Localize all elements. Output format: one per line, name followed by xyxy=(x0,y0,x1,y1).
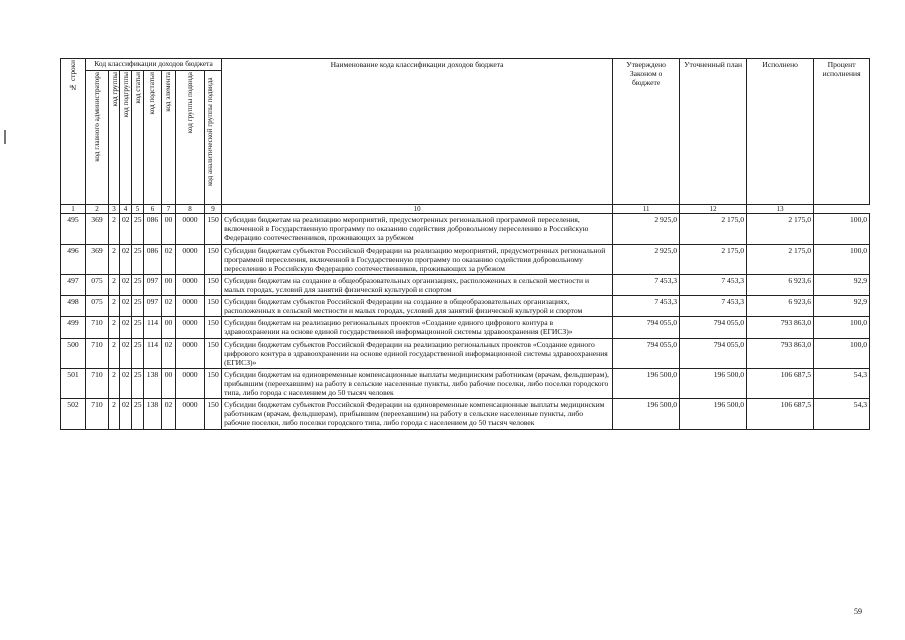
code-element-cell: 00 xyxy=(162,214,176,244)
header-row-top xyxy=(61,59,870,71)
code-article-cell: 25 xyxy=(132,244,144,274)
code-article-cell: 25 xyxy=(132,214,144,244)
code-admin-cell: 710 xyxy=(86,368,109,398)
executed-amount-cell: 106 687,5 xyxy=(747,399,814,429)
header-code-group-col: код группы xyxy=(109,70,120,204)
col-number: 4 xyxy=(120,204,132,213)
code-element-cell: 00 xyxy=(162,368,176,398)
approved-amount-cell: 794 055,0 xyxy=(613,338,680,368)
code-element-cell: 02 xyxy=(162,244,176,274)
code-subgroup-cell: 02 xyxy=(120,399,132,429)
execution-percent-cell: 92,9 xyxy=(814,296,870,317)
code-subarticle-cell: 097 xyxy=(144,296,162,317)
row-number-cell: 500 xyxy=(61,338,86,368)
execution-percent-cell: 100,0 xyxy=(814,338,870,368)
code-subtype-group-cell: 0000 xyxy=(176,338,205,368)
table-row xyxy=(61,214,870,244)
executed-amount-cell: 2 175,0 xyxy=(747,244,814,274)
column-number-row xyxy=(61,204,870,213)
code-subgroup-cell: 02 xyxy=(120,214,132,244)
refined-amount-cell: 794 055,0 xyxy=(680,338,747,368)
executed-amount-cell: 793 863,0 xyxy=(747,317,814,338)
execution-percent-cell: 100,0 xyxy=(814,244,870,274)
table-row xyxy=(61,338,870,368)
revenue-name-cell: Субсидии бюджетам субъектов Российской Федерации на создание в общеобразовательных организациях, расположенных в сельской местности и малых городах, условий для занятий физической культурой и спортом xyxy=(222,296,613,317)
code-analytic-group-cell: 150 xyxy=(205,244,222,274)
code-analytic-group-cell: 150 xyxy=(205,399,222,429)
code-subtype-group-cell: 0000 xyxy=(176,296,205,317)
col-number: 2 xyxy=(86,204,109,213)
col-number: 7 xyxy=(162,204,176,213)
execution-percent-cell: 100,0 xyxy=(814,214,870,244)
row-number-cell: 495 xyxy=(61,214,86,244)
approved-amount-cell: 2 925,0 xyxy=(613,244,680,274)
code-group-cell: 2 xyxy=(109,296,120,317)
refined-amount-cell: 2 175,0 xyxy=(680,244,747,274)
table-row xyxy=(61,296,870,317)
refined-amount-cell: 7 453,3 xyxy=(680,274,747,295)
revenue-name-cell: Субсидии бюджетам на реализацию региональных проектов «Создание единого цифрового контура в здравоохранении на основе единой государственной информационной системы здравоохранения (ЕГИСЗ)» xyxy=(222,317,613,338)
execution-percent-cell: 92,9 xyxy=(814,274,870,295)
code-subtype-group-cell: 0000 xyxy=(176,244,205,274)
approved-amount-cell: 7 453,3 xyxy=(613,296,680,317)
code-subgroup-cell: 02 xyxy=(120,274,132,295)
code-subgroup-cell: 02 xyxy=(120,368,132,398)
header-code-admin: код главного администратора xyxy=(86,70,109,204)
row-number-cell: 497 xyxy=(61,274,86,295)
code-analytic-group-cell: 150 xyxy=(205,368,222,398)
budget-revenue-table xyxy=(60,58,870,430)
header-executed: Исполнено xyxy=(747,59,814,205)
row-number-cell: 502 xyxy=(61,399,86,429)
code-element-cell: 02 xyxy=(162,399,176,429)
code-group-cell: 2 xyxy=(109,214,120,244)
code-article-cell: 25 xyxy=(132,274,144,295)
refined-amount-cell: 196 500,0 xyxy=(680,399,747,429)
row-number-cell: 498 xyxy=(61,296,86,317)
execution-percent-cell: 100,0 xyxy=(814,317,870,338)
code-subtype-group-cell: 0000 xyxy=(176,399,205,429)
code-admin-cell: 710 xyxy=(86,399,109,429)
header-percent: Процент исполнения xyxy=(814,59,870,205)
code-admin-cell: 075 xyxy=(86,296,109,317)
code-admin-cell: 710 xyxy=(86,338,109,368)
table-row xyxy=(61,368,870,398)
row-number-cell: 501 xyxy=(61,368,86,398)
revenue-name-cell: Субсидии бюджетам субъектов Российской Федерации на единовременные компенсационные выплаты медицинским работникам (врачам, фельдшерам), прибывшим (переехавшим) на работу в сельские населенные пункты, либо рабочие поселки, либо поселки городского типа, либо города с населением до 50 тысяч человек xyxy=(222,399,613,429)
code-subarticle-cell: 086 xyxy=(144,214,162,244)
revenue-name-cell: Субсидии бюджетам на единовременные компенсационные выплаты медицинским работникам (врачам, фельдшерам), прибывшим (переехавшим) на работу в сельские населенные пункты, либо рабочие поселки, либо поселки городского типа, либо города с населением до 50 тысяч человек xyxy=(222,368,613,398)
table-row xyxy=(61,274,870,295)
executed-amount-cell: 2 175,0 xyxy=(747,214,814,244)
code-element-cell: 02 xyxy=(162,338,176,368)
code-analytic-group-cell: 150 xyxy=(205,274,222,295)
code-group-cell: 2 xyxy=(109,244,120,274)
code-group-cell: 2 xyxy=(109,338,120,368)
code-subarticle-cell: 097 xyxy=(144,274,162,295)
executed-amount-cell: 106 687,5 xyxy=(747,368,814,398)
code-article-cell: 25 xyxy=(132,399,144,429)
code-subarticle-cell: 086 xyxy=(144,244,162,274)
code-analytic-group-cell: 150 xyxy=(205,296,222,317)
revenue-name-cell: Субсидии бюджетам субъектов Российской Федерации на реализацию мероприятий, предусмотренных региональной программой переселения, включенной в Государственную программу по оказанию содействия добровольному переселению в Российскую Федерацию соотечественников, проживающих за рубежом xyxy=(222,244,613,274)
table-row xyxy=(61,317,870,338)
code-subtype-group-cell: 0000 xyxy=(176,214,205,244)
code-element-cell: 00 xyxy=(162,317,176,338)
scan-margin-mark xyxy=(4,130,6,144)
refined-amount-cell: 7 453,3 xyxy=(680,296,747,317)
executed-amount-cell: 6 923,6 xyxy=(747,274,814,295)
revenue-name-cell: Субсидии бюджетам на создание в общеобразовательных организациях, расположенных в сельской местности и малых городах, условий для занятий физической культурой и спортом xyxy=(222,274,613,295)
code-element-cell: 02 xyxy=(162,296,176,317)
code-admin-cell: 369 xyxy=(86,214,109,244)
execution-percent-cell: 54,3 xyxy=(814,368,870,398)
header-refined: Уточненный план xyxy=(680,59,747,205)
revenue-name-cell: Субсидии бюджетам на реализацию мероприятий, предусмотренных региональной программой переселения, включенной в Государственную программу по оказанию содействия добровольному переселению в Российскую Федерацию соотечественников, проживающих за рубежом xyxy=(222,214,613,244)
approved-amount-cell: 196 500,0 xyxy=(613,399,680,429)
approved-amount-cell: 196 500,0 xyxy=(613,368,680,398)
approved-amount-cell: 2 925,0 xyxy=(613,214,680,244)
row-number-cell: 496 xyxy=(61,244,86,274)
col-number: 8 xyxy=(176,204,205,213)
code-subarticle-cell: 114 xyxy=(144,317,162,338)
header-row-number: № строки xyxy=(61,59,86,205)
table-row xyxy=(61,399,870,429)
header-code-article: код статьи xyxy=(132,70,144,204)
code-subgroup-cell: 02 xyxy=(120,338,132,368)
code-article-cell: 25 xyxy=(132,317,144,338)
refined-amount-cell: 2 175,0 xyxy=(680,214,747,244)
header-code-subarticle: код подстатьи xyxy=(144,70,162,204)
col-number: 10 xyxy=(222,204,613,213)
executed-amount-cell: 793 863,0 xyxy=(747,338,814,368)
code-article-cell: 25 xyxy=(132,296,144,317)
page-number: 59 xyxy=(854,607,862,616)
code-subgroup-cell: 02 xyxy=(120,317,132,338)
code-subtype-group-cell: 0000 xyxy=(176,274,205,295)
code-analytic-group-cell: 150 xyxy=(205,214,222,244)
header-code-subtype-group: код группы подвида xyxy=(176,70,205,204)
code-admin-cell: 710 xyxy=(86,317,109,338)
header-code-group: Код классификации доходов бюджета xyxy=(86,59,222,71)
code-subarticle-cell: 114 xyxy=(144,338,162,368)
executed-amount-cell: 6 923,6 xyxy=(747,296,814,317)
code-article-cell: 25 xyxy=(132,368,144,398)
col-number: 9 xyxy=(205,204,222,213)
code-analytic-group-cell: 150 xyxy=(205,338,222,368)
refined-amount-cell: 794 055,0 xyxy=(680,317,747,338)
header-code-element: код элемента xyxy=(162,70,176,204)
refined-amount-cell: 196 500,0 xyxy=(680,368,747,398)
execution-percent-cell: 54,3 xyxy=(814,399,870,429)
col-number: 12 xyxy=(680,204,747,213)
table-row xyxy=(61,244,870,274)
col-number: 1 xyxy=(61,204,86,213)
code-analytic-group-cell: 150 xyxy=(205,317,222,338)
code-element-cell: 00 xyxy=(162,274,176,295)
header-approved: Утверждено Законом о бюджете xyxy=(613,59,680,205)
code-group-cell: 2 xyxy=(109,274,120,295)
approved-amount-cell: 7 453,3 xyxy=(613,274,680,295)
code-group-cell: 2 xyxy=(109,317,120,338)
code-subgroup-cell: 02 xyxy=(120,296,132,317)
code-subarticle-cell: 138 xyxy=(144,399,162,429)
col-number: 6 xyxy=(144,204,162,213)
code-subtype-group-cell: 0000 xyxy=(176,368,205,398)
col-number: 5 xyxy=(132,204,144,213)
code-article-cell: 25 xyxy=(132,338,144,368)
code-admin-cell: 369 xyxy=(86,244,109,274)
code-subarticle-cell: 138 xyxy=(144,368,162,398)
code-subtype-group-cell: 0000 xyxy=(176,317,205,338)
col-number: 3 xyxy=(109,204,120,213)
code-group-cell: 2 xyxy=(109,368,120,398)
row-number-cell: 499 xyxy=(61,317,86,338)
header-code-subgroup: код подгруппы xyxy=(120,70,132,204)
header-code-analytic-group: код аналитической группы подвида xyxy=(205,70,222,204)
code-admin-cell: 075 xyxy=(86,274,109,295)
header-name: Наименование кода классификации доходов бюджета xyxy=(222,59,613,205)
col-number: 11 xyxy=(613,204,680,213)
code-group-cell: 2 xyxy=(109,399,120,429)
revenue-name-cell: Субсидии бюджетам субъектов Российской Федерации на реализацию региональных проектов «Создание единого цифрового контура в здравоохранении на основе единой государственной информационной системы здравоохранения (ЕГИСЗ)» xyxy=(222,338,613,368)
approved-amount-cell: 794 055,0 xyxy=(613,317,680,338)
code-subgroup-cell: 02 xyxy=(120,244,132,274)
col-number: 13 xyxy=(747,204,814,213)
